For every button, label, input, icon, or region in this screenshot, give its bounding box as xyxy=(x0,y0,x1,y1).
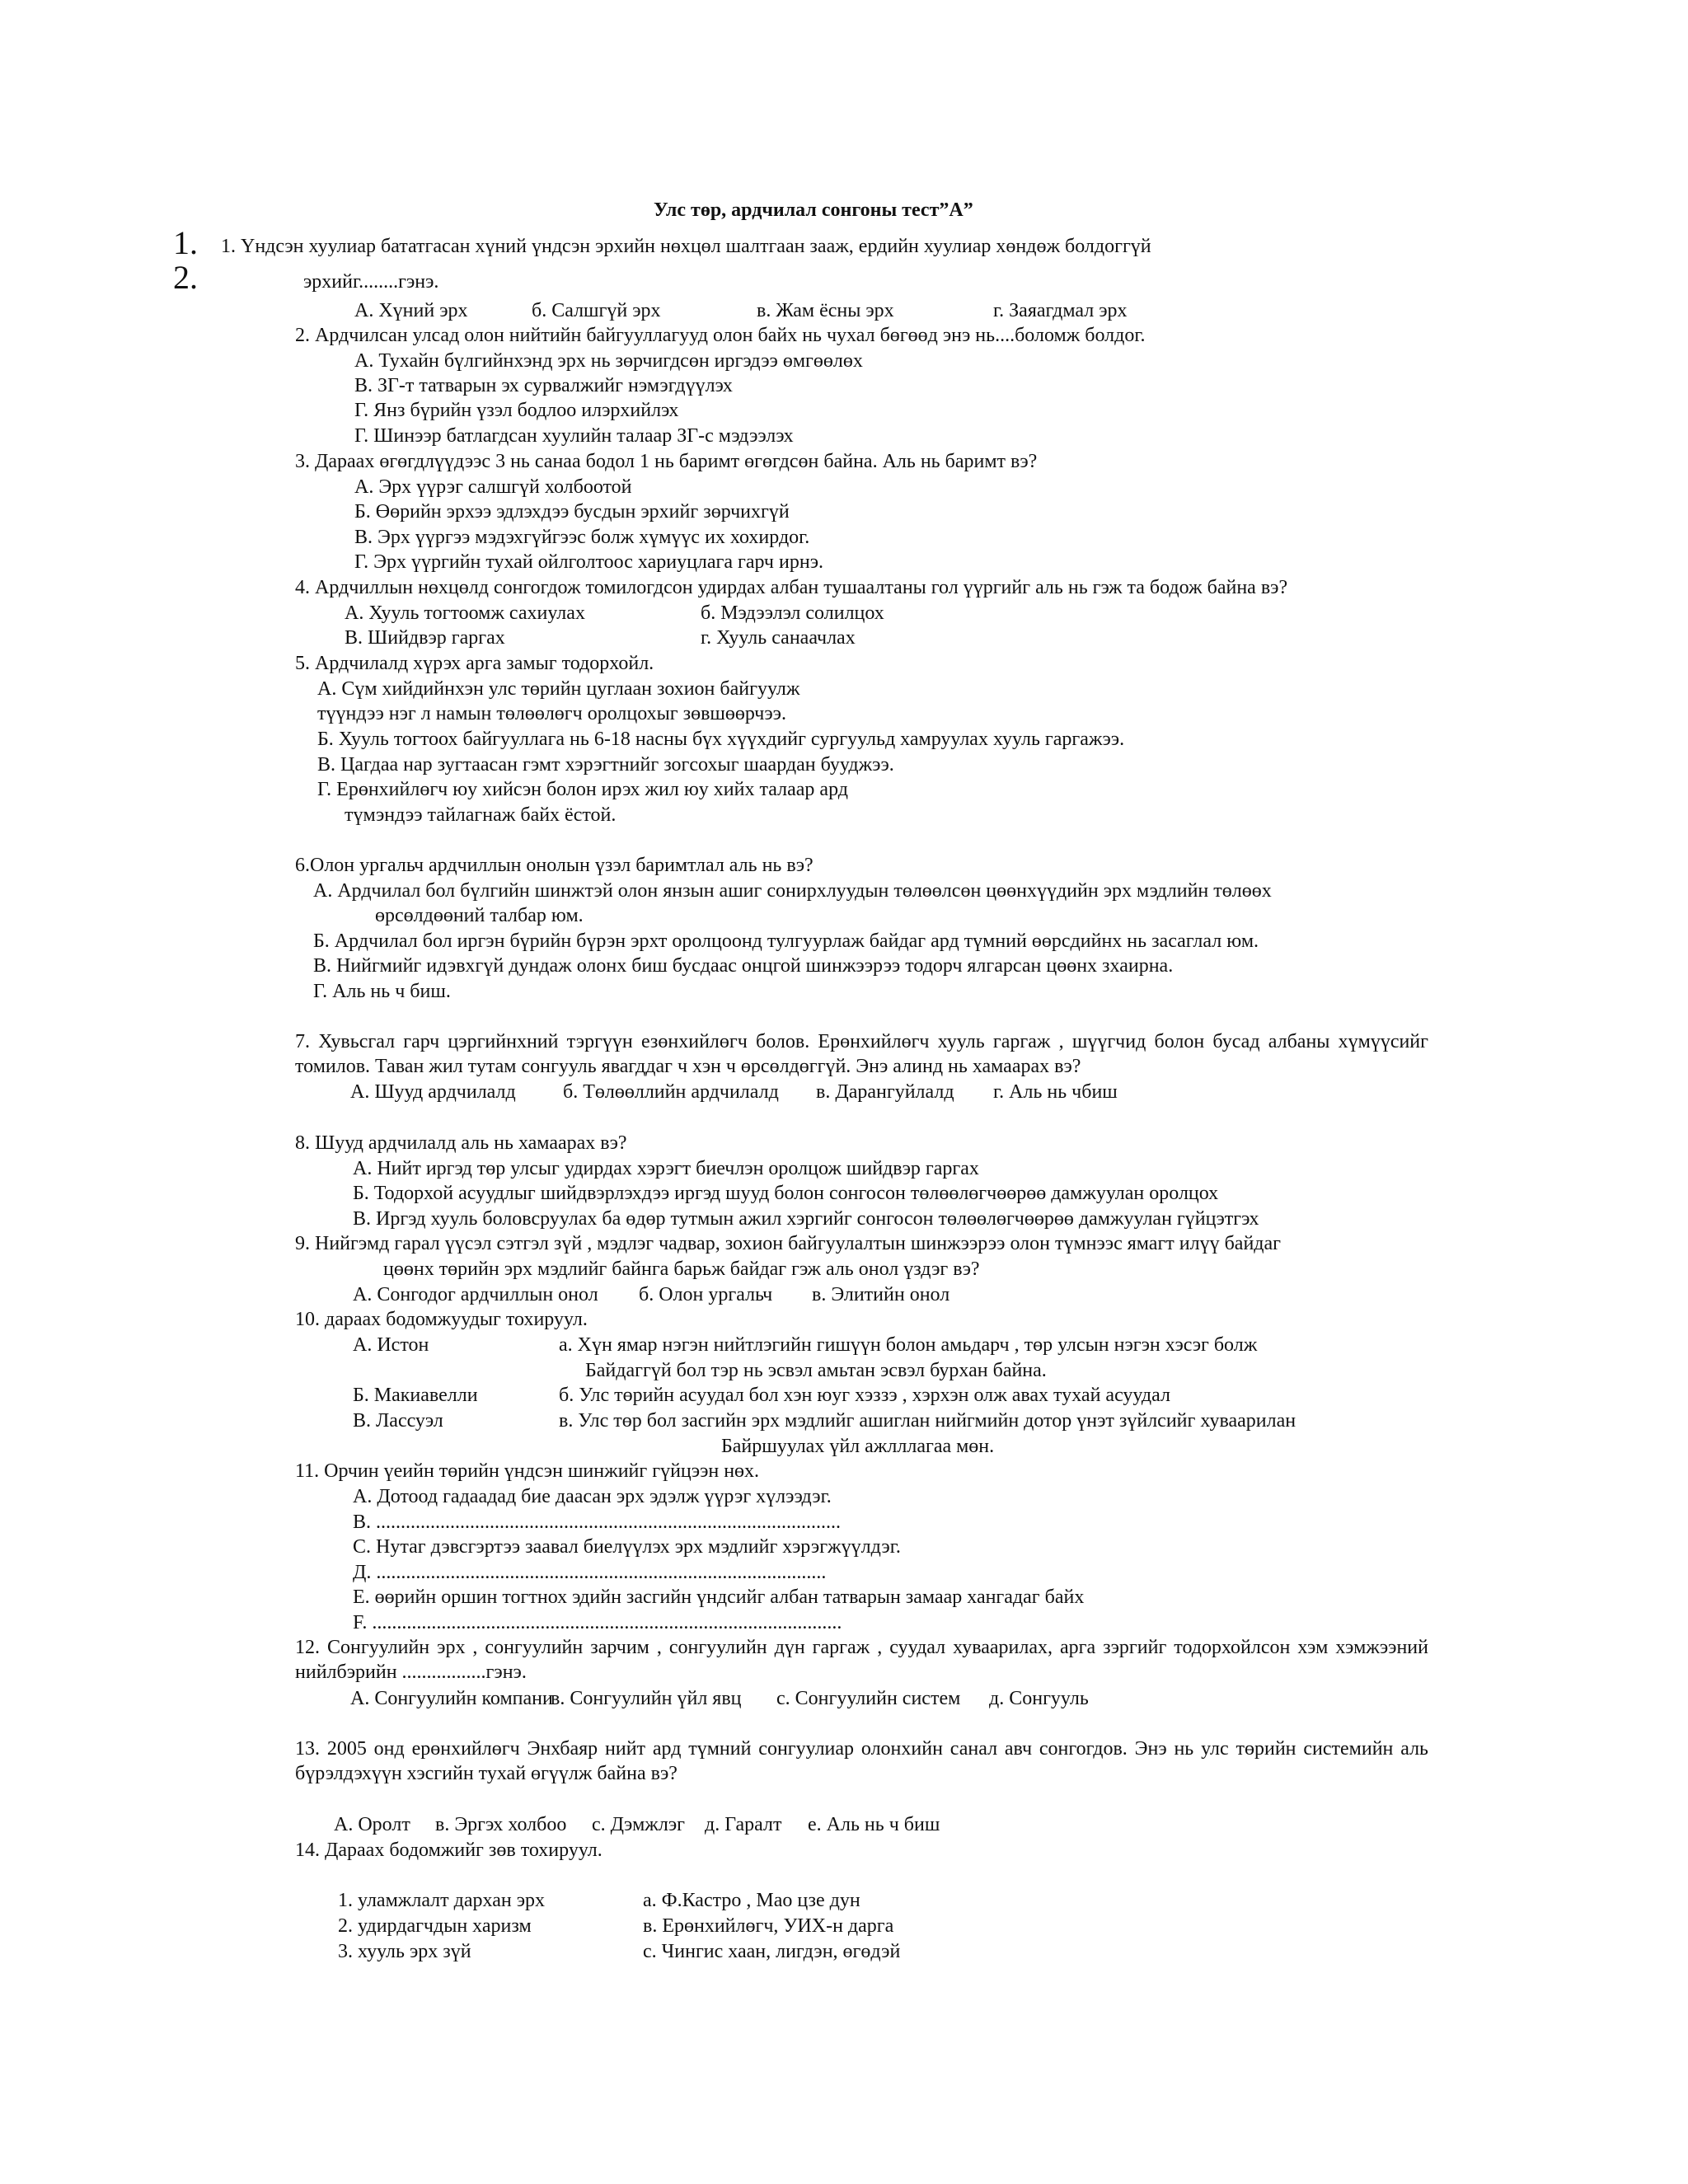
question-text: 12. Сонгуулийн эрх , сонгуулийн зарчим , сонгуулийн дүн гаргаж , суудал хуваарилах, арга зэргийг тодорхойлсон хэм хэмжээний нийлбэрийн .................гэнэ. xyxy=(295,1637,1428,1683)
answer-option: д. Гаралт xyxy=(705,1814,782,1835)
question-text: 9. Нийгэмд гарал үүсэл сэтгэл зүй , мэдлэг чадвар, зохион байгуулалтын шинжээрээ олон түмнээс ямагт илүү байдаг xyxy=(295,1233,1282,1254)
answer-option: А. Шууд ардчилалд xyxy=(350,1081,516,1103)
answer-line: өрсөлдөөний талбар юм. xyxy=(375,905,584,926)
answer-option: е. Аль нь ч биш xyxy=(808,1814,940,1835)
answer-option: в. Элитийн онол xyxy=(812,1284,950,1305)
answer-line: Г. Ерөнхийлөгч юу хийсэн болон ирэх жил юу хийх талаар ард xyxy=(317,779,848,800)
answer-option: А. Сонгуулийн компани xyxy=(350,1688,553,1709)
answer-line: В. Цагдаа нар зугтаасан гэмт хэрэгтнийг зогсохыг шаардан бууджээ. xyxy=(317,754,894,776)
answer-line: Б. Ардчилал бол иргэн бүрийн бүрэн эрхт оролцоонд тулгуурлаж байдаг ард түмний өөрсдийнх нь засаглал юм. xyxy=(313,930,1259,952)
answer-line: Б. Хууль тогтоох байгууллага нь 6-18 насны бүх хүүхдийг сургуульд хамруулах хууль гаргажээ. xyxy=(317,729,1125,750)
match-right: в. Ерөнхийлөгч, УИХ-н дарга xyxy=(643,1915,894,1937)
answer-option: В. ЗГ-т татварын эх сурвалжийг нэмэгдүүлэх xyxy=(354,375,733,396)
answer-line: түүндээ нэг л намын төлөөлөгч оролцохыг зөвшөөрчээ. xyxy=(317,703,786,724)
answer-line: F. ............................................................................................... xyxy=(353,1612,842,1633)
answer-option: б. Салшгүй эрх xyxy=(532,300,661,321)
answer-option: в. Эргэх холбоо xyxy=(435,1814,567,1835)
match-left: Б. Макиавелли xyxy=(353,1385,478,1406)
match-right: с. Чингис хаан, лигдэн, өгөдэй xyxy=(643,1941,901,1962)
question-text: 8. Шууд ардчилалд аль нь хамаарах вэ? xyxy=(295,1132,627,1154)
answer-option: г. Хууль санаачлах xyxy=(701,627,856,649)
answer-option: б. Мэдээлэл солилцох xyxy=(701,602,884,624)
answer-option: г. Заяагдмал эрх xyxy=(993,300,1128,321)
answer-option: Б. Тодорхой асуудлыг шийдвэрлэхдээ иргэд шууд болон сонгосон төлөөлөгчөөрөө дамжуулан оролцох xyxy=(353,1183,1219,1204)
answer-option: Б. Өөрийн эрхээ эдлэхдээ бусдын эрхийг зөрчихгүй xyxy=(354,501,790,523)
question-text: 11. Орчин үеийн төрийн үндсэн шинжийг гүйцээн нөх. xyxy=(295,1460,760,1482)
question-text: 5. Ардчилалд хүрэх арга замыг тодорхойл. xyxy=(295,653,654,674)
answer-line: түмэндээ тайлагнаж байх ёстой. xyxy=(345,804,617,826)
answer-option: в. Сонгуулийн үйл явц xyxy=(551,1688,742,1709)
answer-line: Г. Аль нь ч биш. xyxy=(313,981,451,1002)
match-left: 1. уламжлалт дархан эрх xyxy=(338,1890,545,1911)
answer-option: б. Олон ургальч xyxy=(639,1284,773,1305)
question-text: 1. Үндсэн хуулиар бататгасан хүний үндсэн эрхийн нөхцөл шалтгаан зааж, ердийн хуулиар хөндөж болдоггүй xyxy=(221,236,1151,257)
answer-option: Г. Шинээр батлагдсан хуулийн талаар ЗГ-с мэдээлэх xyxy=(354,425,794,447)
question-text: 3. Дараах өгөгдлүүдээс 3 нь санаа бодол 1 нь баримт өгөгдсөн байна. Аль нь баримт вэ? xyxy=(295,451,1038,472)
answer-option: с. Дэмжлэг xyxy=(592,1814,686,1835)
answer-option: А. Хууль тогтоомж сахиулах xyxy=(345,602,585,624)
match-left: 3. хууль эрх зүй xyxy=(338,1941,471,1962)
answer-option: в. Жам ёсны эрх xyxy=(757,300,894,321)
answer-option: А. Хүний эрх xyxy=(354,300,468,321)
margin-number: 1. xyxy=(173,224,198,261)
answer-option: А. Оролт xyxy=(334,1814,410,1835)
answer-line: В. Нийгмийг идэвхгүй дундаж олонх биш бусдаас онцгой шинжээрээ тодорч ялгарсан цөөнх зхаирна. xyxy=(313,955,1174,977)
match-right: в. Улс төр бол засгийн эрх мэдлийг ашиглан нийгмийн дотор үнэт зүйлсийг хуваарилан xyxy=(559,1410,1296,1432)
answer-option: А. Нийт иргэд төр улсыг удирдах хэрэгт биечлэн оролцож шийдвэр гаргах xyxy=(353,1158,979,1179)
margin-number: 2. xyxy=(173,259,198,296)
match-left: А. Истон xyxy=(353,1334,429,1356)
answer-option: в. Дарангуйлалд xyxy=(816,1081,954,1103)
question-text: 10. дараах бодомжуудыг тохируул. xyxy=(295,1309,588,1330)
match-right: а. Хүн ямар нэгэн нийтлэгийн гишүүн болон амьдарч , төр улсын нэгэн хэсэг болж xyxy=(559,1334,1258,1356)
answer-option: б. Төлөөллийн ардчилалд xyxy=(563,1081,779,1103)
answer-option: с. Сонгуулийн систем xyxy=(776,1688,961,1709)
match-right: Байршуулах үйл ажлллагаа мөн. xyxy=(721,1436,995,1457)
question-text: 6.Олон ургальч ардчиллын онолын үзэл баримтлал аль нь вэ? xyxy=(295,855,814,876)
answer-option: В. Шийдвэр гаргах xyxy=(345,627,505,649)
answer-option: В. Эрх үүргээ мэдэхгүйгээс болж хүмүүс их хохирдог. xyxy=(354,527,810,548)
answer-option: д. Сонгууль xyxy=(989,1688,1089,1709)
question-text: 2. Ардчилсан улсад олон нийтийн байгууллагууд олон байх нь чухал бөгөөд энэ нь....боломж болдог. xyxy=(295,325,1146,346)
match-right: а. Ф.Кастро , Мао цзе дун xyxy=(643,1890,860,1911)
question-text: 4. Ардчиллын нөхцөлд сонгогдож томилогдсон удирдах албан тушаалтаны гол үүргийг аль нь гэж та бодож байна вэ? xyxy=(295,577,1288,598)
answer-option: А. Эрх үүрэг салшгүй холбоотой xyxy=(354,476,632,498)
answer-line: А. Дотоод гадаадад бие даасан эрх эдэлж үүрэг хүлээдэг. xyxy=(353,1486,832,1507)
question-text: цөөнх төрийн эрх мэдлийг байнга барьж байдаг гэж аль онол үздэг вэ? xyxy=(383,1258,980,1280)
answer-line: А. Сүм хийдийнхэн улс төрийн цуглаан зохион байгуулж xyxy=(317,678,800,700)
match-right: Байдаггүй бол тэр нь эсвэл амьтан эсвэл бурхан байна. xyxy=(585,1360,1047,1381)
answer-option: А. Тухайн бүлгийнхэнд эрх нь зөрчигдсөн иргэдээ өмгөөлөх xyxy=(354,350,863,372)
question-text: 13. 2005 онд ерөнхийлөгч Энхбаяр нийт ард түмний сонгуулиар олонхийн санал авч сонгогдов. Энэ нь улс төрийн системийн аль бүрэлдэхүүн хэсгийн тухай өгүүлж байна вэ? xyxy=(295,1738,1428,1784)
answer-option: г. Аль нь чбиш xyxy=(993,1081,1118,1103)
answer-line: Е. өөрийн оршин тогтнох эдийн засгийн үндсийг албан татварын замаар хангадаг байх xyxy=(353,1586,1085,1608)
page-title: Улс төр, ардчилал сонгоны тест”А” xyxy=(654,199,973,221)
question-text: эрхийг........гэнэ. xyxy=(303,271,439,293)
answer-option: А. Сонгодог ардчиллын онол xyxy=(353,1284,598,1305)
answer-option: Г. Эрх үүргийн тухай ойлголтоос хариуцлага гарч ирнэ. xyxy=(354,551,823,573)
question-text: 14. Дараах бодомжийг зөв тохируул. xyxy=(295,1840,603,1861)
question-text: 7. Хувьсгал гарч цэргийнхний тэргүүн езөнхийлөгч болов. Ерөнхийлөгч хууль гаргаж , шүүгчид болон бусад албаны хүмүүсийг томилов. Таван жил тутам сонгууль явагддаг ч хэн ч өрсөлдөггүй. Энэ алинд нь хамаарах вэ? xyxy=(295,1031,1428,1077)
answer-line: А. Ардчилал бол бүлгийн шинжтэй олон янзын ашиг сонирхлуудын төлөөлсөн цөөнхүүдийн эрх мэдлийн төлөөх xyxy=(313,880,1272,902)
answer-line: В. .............................................................................................. xyxy=(353,1511,842,1533)
match-left: В. Лассуэл xyxy=(353,1410,443,1432)
answer-line: Д. ........................................................................................... xyxy=(353,1562,827,1583)
answer-line: С. Нутаг дэвсгэртээ заавал биелүүлэх эрх мэдлийг хэрэгжүүлдэг. xyxy=(353,1536,901,1558)
answer-option: Г. Янз бүрийн үзэл бодлоо илэрхийлэх xyxy=(354,400,679,421)
match-left: 2. удирдагчдын харизм xyxy=(338,1915,532,1937)
match-right: б. Улс төрийн асуудал бол хэн юуг хэззэ , хэрхэн олж авах тухай асуудал xyxy=(559,1385,1170,1406)
answer-option: В. Иргэд хууль боловсруулах ба өдөр тутмын ажил хэргийг сонгосон төлөөлөгчөөрөө дамжуулан гүйцэтгэх xyxy=(353,1208,1259,1230)
